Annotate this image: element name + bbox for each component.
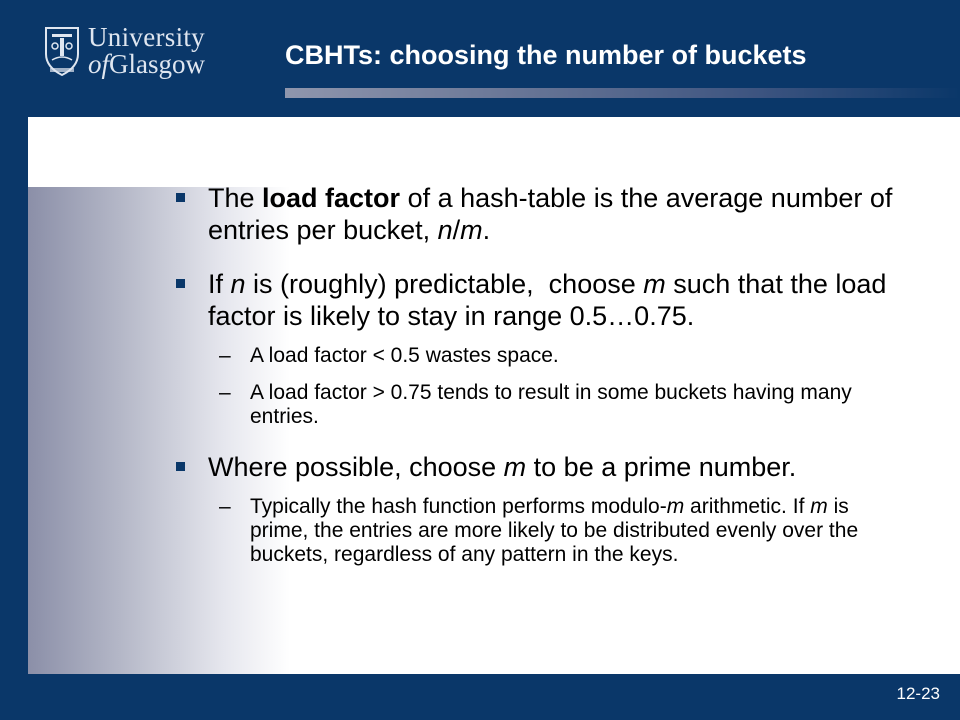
logo-wordmark-line2 — [88, 49, 205, 80]
subbullet-many-entries: – A load factor > 0.75 tends to result in some buckets having many entries. — [219, 381, 852, 428]
left-frame — [0, 117, 28, 720]
crest-icon — [44, 26, 80, 76]
square-bullet-icon — [176, 462, 185, 471]
footer-band — [0, 674, 960, 720]
title-accent-line — [285, 88, 960, 98]
subbullet-modulo: – Typically the hash function performs modulo-m arithmetic. If m is prime, the entries are more likely to be distributed evenly over the buckets, regardless of any pattern in the keys. — [219, 495, 859, 566]
logo-glasgow: Glasgow — [109, 49, 206, 79]
bullet-predictable-n: If n is (roughly) predictable, choose m such that the load factor is likely to stay in range 0.5…0.75. — [170, 268, 928, 332]
bullet-list — [170, 182, 910, 567]
logo-wordmark-line1: University — [88, 22, 205, 52]
bullet-load-factor: The load factor of a hash-table is the average number of entries per bucket, n/m. — [170, 182, 898, 246]
dash-marker: – — [219, 495, 231, 518]
page-number: 12-23 — [896, 684, 940, 703]
dash-marker: – — [219, 381, 231, 404]
bullet-prime-number: Where possible, choose m to be a prime number. — [170, 451, 910, 483]
square-bullet-icon — [176, 279, 185, 288]
square-bullet-icon — [176, 193, 185, 202]
dash-marker: – — [219, 344, 231, 367]
load-factor-term: load factor — [262, 183, 401, 213]
logo-of: of — [88, 49, 110, 79]
university-logo — [44, 22, 214, 84]
subbullet-wastes-space: – A load factor < 0.5 wastes space. — [219, 344, 559, 367]
slide-title: CBHTs: choosing the number of buckets — [285, 40, 807, 70]
